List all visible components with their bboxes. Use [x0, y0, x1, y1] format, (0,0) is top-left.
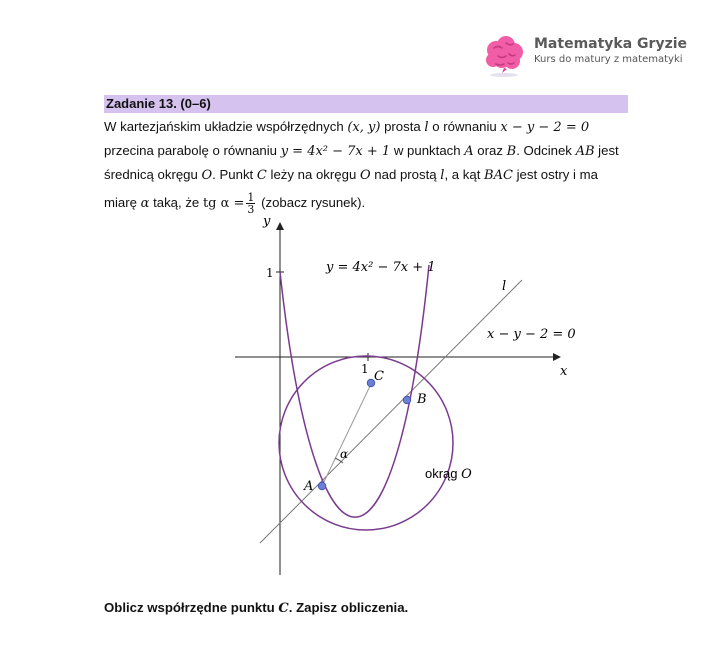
text: , a kąt: [444, 167, 485, 182]
parabola: [280, 265, 429, 517]
circle-o: [279, 356, 453, 530]
point-c-label: C: [374, 369, 384, 384]
text: . Punkt: [212, 167, 257, 182]
segment-ac: [322, 384, 371, 486]
text: jest ostry i ma: [512, 167, 598, 182]
text: miarę: [104, 195, 141, 210]
math: C: [278, 601, 289, 616]
task-header: Zadanie 13. (0–6): [104, 95, 628, 113]
text: jest: [594, 143, 619, 158]
brain-icon: [482, 34, 526, 78]
text: nad prostą: [370, 167, 441, 182]
text: w punktach: [390, 143, 465, 158]
line-l: [260, 280, 522, 543]
angle-label: α: [340, 447, 349, 461]
x-axis-label: x: [560, 364, 568, 379]
task-line-2: [104, 139, 634, 163]
x-tick-label: 1: [361, 362, 369, 376]
fraction-numerator: 1: [247, 191, 255, 205]
text: (zobacz rysunek).: [257, 195, 366, 210]
circle-label-text: okrąg: [425, 466, 462, 481]
text: średnicą okręgu: [104, 167, 202, 182]
parabola-label: y = 4x² − 7x + 1: [326, 260, 436, 275]
text: o równaniu: [428, 119, 501, 134]
geometry-figure: [230, 205, 590, 585]
math: l: [440, 168, 445, 183]
question: [104, 600, 408, 616]
text: . Zapisz obliczenia.: [288, 600, 409, 615]
line-name-label: l: [502, 279, 507, 294]
text: przecina parabolę o równaniu: [104, 143, 281, 158]
math: l: [424, 120, 429, 135]
logo: [482, 32, 688, 80]
text: prosta: [380, 119, 425, 134]
logo-title: Matematyka Gryzie: [534, 36, 688, 52]
math: A: [464, 144, 474, 159]
y-axis-label: y: [263, 214, 271, 229]
math: AB: [575, 144, 595, 159]
point-a-label: A: [304, 479, 314, 494]
text: oraz: [473, 143, 507, 158]
math: y = 4x² − 7x + 1: [280, 144, 391, 159]
point-b-label: B: [417, 392, 427, 407]
logo-subtitle: Kurs do matury z matematyki: [534, 54, 683, 65]
math: tg α =: [202, 196, 245, 211]
fraction-denominator: 3: [247, 203, 255, 217]
circle-label: [425, 466, 472, 482]
math: C: [256, 168, 267, 183]
text: leży na okręgu: [266, 167, 360, 182]
text: Oblicz współrzędne punktu: [104, 600, 279, 615]
task-line-1: [104, 115, 634, 139]
circle-label-name: O: [461, 467, 472, 482]
y-tick-label: 1: [266, 266, 274, 280]
point-a: [318, 482, 326, 490]
math: B: [506, 144, 517, 159]
line-equation-label: x − y − 2 = 0: [487, 327, 576, 342]
math: O: [359, 168, 371, 183]
text: W kartezjańskim układzie współrzędnych: [104, 119, 348, 134]
math: O: [201, 168, 213, 183]
text: . Odcinek: [516, 143, 576, 158]
math: x − y − 2 = 0: [500, 120, 590, 135]
task-line-3: [104, 163, 634, 187]
math: (x, y): [347, 120, 381, 135]
task-text: [104, 115, 634, 215]
point-b: [403, 396, 411, 404]
math: BAC: [484, 168, 513, 183]
math: α: [140, 196, 150, 211]
text: taką, że: [149, 195, 203, 210]
